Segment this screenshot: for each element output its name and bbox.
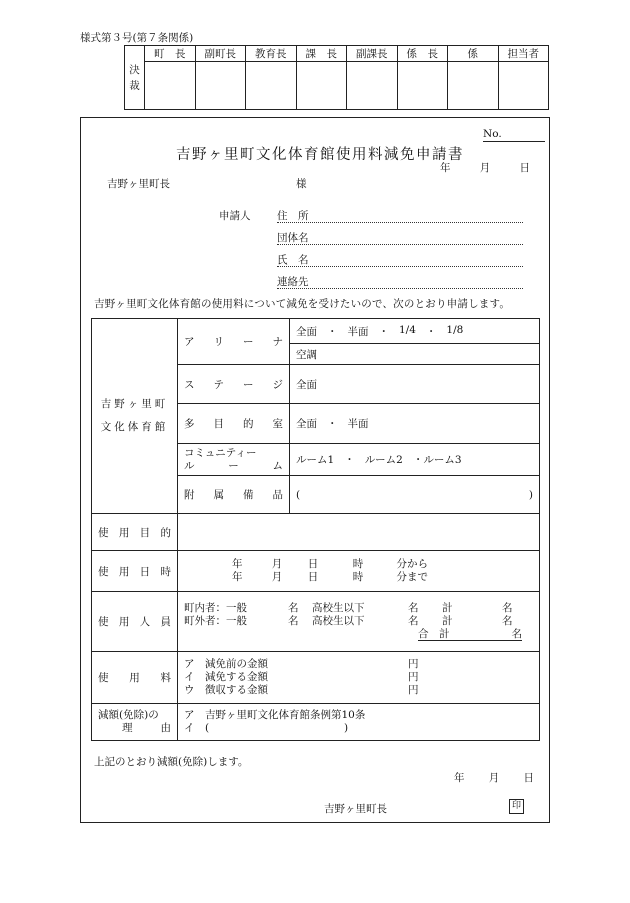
- people-field[interactable]: 町内者：一般 名 高校生以下 名 計 名 町外者：一般 名 高校生以下 名 計 名 合 計 名: [178, 592, 540, 652]
- seal-stamp: 印: [509, 799, 524, 814]
- stage-label: ス テ ー ジ: [178, 365, 290, 404]
- approval-stamp-box[interactable]: [448, 62, 499, 110]
- approval-date[interactable]: 年 月 日: [454, 772, 534, 784]
- approval-label: 決 裁: [125, 46, 145, 110]
- form-number: 様式第３号(第７条関係): [80, 32, 194, 44]
- applicant-label: 申請人: [219, 210, 251, 222]
- approval-role: 課 長: [296, 46, 347, 62]
- approval-stamp-box[interactable]: [347, 62, 398, 110]
- equipment-label: 附 属 備 品: [178, 476, 290, 514]
- addressee-honorific: 様: [296, 178, 307, 190]
- community-room-options[interactable]: ルーム1 ・ ルーム2 ・ルーム3: [290, 444, 540, 476]
- community-room-label: コミュニティー ル ー ム: [178, 444, 290, 476]
- approval-role: 係: [448, 46, 499, 62]
- reason-label: 減額(免除)の 理 由: [92, 704, 178, 741]
- purpose-label: 使 用 目 的: [92, 514, 178, 551]
- approval-role: 教育長: [246, 46, 297, 62]
- multi-purpose-options[interactable]: 全面 ・ 半面: [290, 404, 540, 444]
- form-title: 吉野ヶ里町文化体育館使用料減免申請書: [176, 147, 464, 163]
- people-label: 使 用 人 員: [92, 592, 178, 652]
- approval-role: 担当者: [498, 46, 549, 62]
- number-label: No.: [483, 128, 502, 140]
- approval-role: 町 長: [145, 46, 196, 62]
- application-date[interactable]: 年 月 日: [440, 162, 530, 174]
- approval-statement: 上記のとおり減額(免除)します。: [94, 756, 249, 768]
- mayor-signature-label: 吉野ヶ里町長: [324, 803, 387, 815]
- approval-table: [124, 45, 549, 110]
- fee-label: 使 用 料: [92, 652, 178, 704]
- contact-field[interactable]: 連絡先: [277, 274, 523, 289]
- application-table: [91, 318, 540, 741]
- name-field[interactable]: 氏 名: [277, 252, 523, 267]
- approval-stamp-box[interactable]: [195, 62, 246, 110]
- approval-role: 係 長: [397, 46, 448, 62]
- address-field[interactable]: 住 所: [277, 208, 523, 223]
- approval-stamp-box[interactable]: [397, 62, 448, 110]
- arena-aircon[interactable]: 空調: [290, 344, 540, 365]
- approval-stamp-box[interactable]: [246, 62, 297, 110]
- approval-stamp-box[interactable]: [145, 62, 196, 110]
- arena-options[interactable]: 全面 ・ 半面 ・ 1/4 ・ 1/8: [290, 319, 540, 344]
- facility-group-label: 吉野ヶ里町 文化体育館: [92, 319, 178, 514]
- approval-role: 副課長: [347, 46, 398, 62]
- approval-role: 副町長: [195, 46, 246, 62]
- arena-label: ア リ ー ナ: [178, 319, 290, 365]
- reason-field[interactable]: ア 吉野ヶ里町文化体育館条例第10条 イ ( ): [178, 704, 540, 741]
- application-statement: 吉野ヶ里町文化体育館の使用料について減免を受けたいので、次のとおり申請します。: [94, 298, 511, 310]
- multi-purpose-label: 多 目 的 室: [178, 404, 290, 444]
- stage-option[interactable]: 全面: [290, 365, 540, 404]
- purpose-field[interactable]: [178, 514, 540, 551]
- number-field[interactable]: [483, 141, 545, 142]
- datetime-label: 使 用 日 時: [92, 551, 178, 592]
- addressee: 吉野ヶ里町長: [107, 178, 170, 190]
- equipment-field[interactable]: ( ): [290, 476, 540, 514]
- approval-stamp-box[interactable]: [296, 62, 347, 110]
- fee-field[interactable]: ア 減免前の金額 円 イ 減免する金額 円 ウ 徴収する金額 円: [178, 652, 540, 704]
- datetime-field[interactable]: 年 月 日 時 分から 年 月 日 時 分まで: [178, 551, 540, 592]
- organization-field[interactable]: 団体名: [277, 230, 523, 245]
- approval-stamp-box[interactable]: [498, 62, 549, 110]
